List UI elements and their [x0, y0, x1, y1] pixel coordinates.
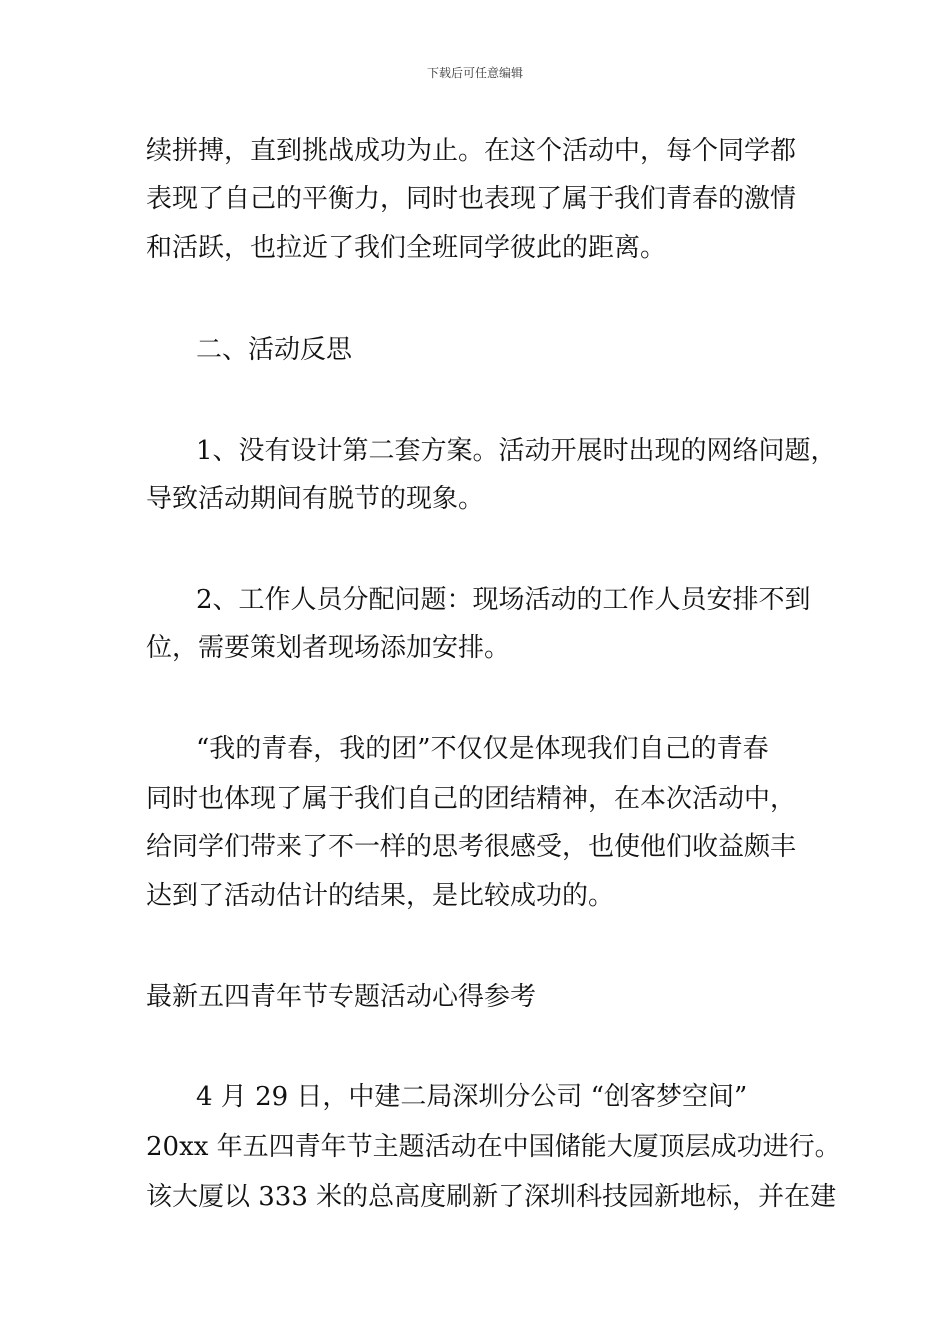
body-text-line: 20xx 年五四青年节主题活动在中国储能大厦顶层成功进行。 — [146, 1132, 841, 1162]
article-title: 最新五四青年节专题活动心得参考 — [146, 982, 537, 1012]
list-item-text: 导致活动期间有脱节的现象。 — [146, 484, 485, 514]
body-text-line: 同时也体现了属于我们自己的团结精神，在本次活动中， — [146, 784, 797, 814]
body-text-line: 4 月 29 日，中建二局深圳分公司 “创客梦空间” — [196, 1082, 748, 1112]
list-item-text: 位，需要策划者现场添加安排。 — [146, 633, 511, 663]
body-text-line: 表现了自己的平衡力，同时也表现了属于我们青春的激情 — [146, 184, 797, 214]
body-text-line: “我的青春，我的团”不仅仅是体现我们自己的青春 — [196, 734, 769, 764]
body-text-line: 达到了活动估计的结果，是比较成功的。 — [146, 881, 615, 911]
body-text-line: 该大厦以 333 米的总高度刷新了深圳科技园新地标，并在建 — [146, 1182, 837, 1212]
body-text-line: 和活跃，也拉近了我们全班同学彼此的距离。 — [146, 233, 667, 263]
list-item-text: 1、没有设计第二套方案。活动开展时出现的网络问题， — [196, 436, 837, 466]
section-heading: 二、活动反思 — [196, 335, 353, 365]
body-text-line: 续拼搏，直到挑战成功为止。在这个活动中，每个同学都 — [146, 136, 797, 166]
body-text-line: 给同学们带来了不一样的思考很感受，也使他们收益颇丰 — [146, 832, 797, 862]
list-item-text: 2、工作人员分配问题：现场活动的工作人员安排不到 — [196, 585, 811, 615]
page-header-note: 下载后可任意编辑 — [426, 66, 523, 80]
